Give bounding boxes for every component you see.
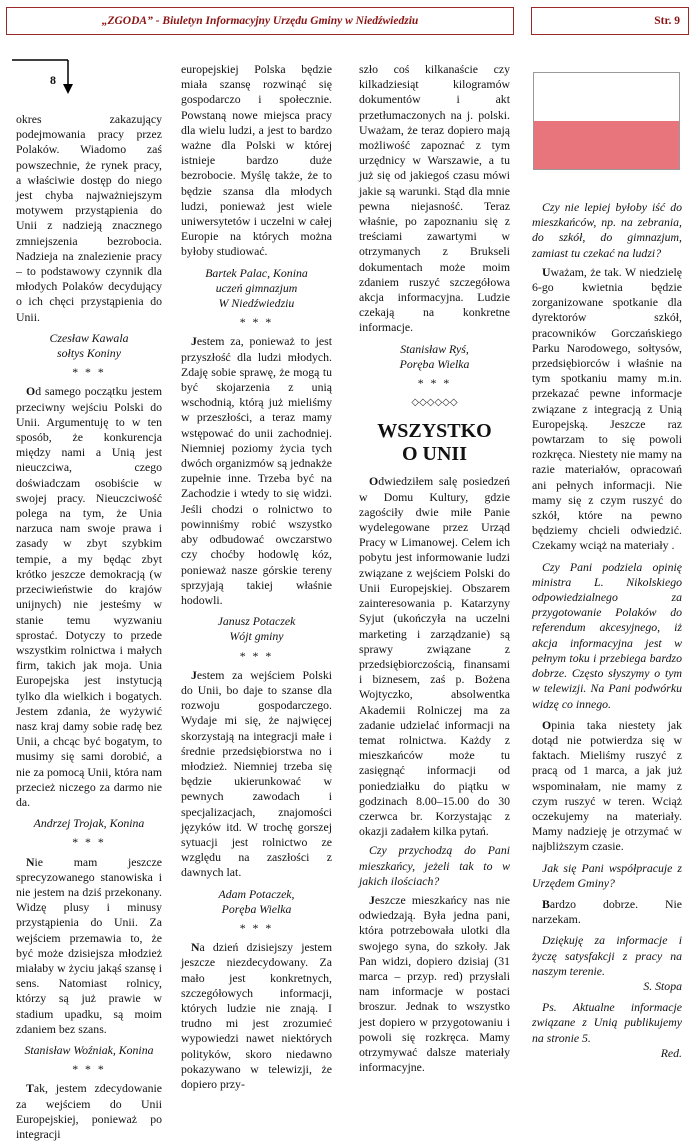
paragraph: europejskiej Polska będzie miała szansę rozwinąć się gospodarczo i społecznie. Powstaną nowe miejsca pracy dla wielu ludzi, a jest to bardzo ważne dla Polski w której istnieje bardzo duże bezrobocie. Myślę także, że to będzie szansa dla młodych ludzi, ponieważ jest wiele uniwersytetów i uczelni w całej Europie na których można byłoby studiować.	[181, 62, 332, 259]
separator-stars: * * *	[239, 648, 274, 663]
paragraph: szło coś kilkanaście czy kilkadziesiąt kilogramów dokumentów i akt przetłumaczonych na j. polski. Uważam, że teraz dopiero mają możliwość zapoznać z tym urzędnicy w Warszawie, a tu już się od jakiegoś czasu mówi jakie są warunki. Stąd dla mnie pewna niejasność. Teraz właśnie, po zapoznaniu się z treściami zawartymi w otrzymanych z Brukseli dokumentach może moim zdaniem ruszyć szczegółowa akcja informacyjna. Ludzie czekają na konkretne informacje.	[359, 62, 510, 335]
arrow-icon	[12, 54, 72, 104]
signature	[181, 887, 332, 917]
signature-name: Janusz Potaczek	[217, 614, 296, 629]
paragraph	[359, 474, 510, 839]
signature-name: Bartek Palac, Konina	[205, 265, 308, 280]
paragraph: okres zakazujący podejmowania pracy przez Polaków. Wiadomo zaś powszechnie, że rynek pracy, a właściwie dostęp do niego jest chyba najważniejszym motywem przystąpienia do Unii z nadzieją znacznego zmniejszenia bezrobocia. Nadzieja na znalezienie pracy – to podstawowy czynnik dla młodych Polaków decydujący o ich chęci przystąpienia do Unii.	[16, 112, 162, 324]
paragraph-text: ardzo dobrze. Nie narzekam.	[532, 896, 682, 927]
signature: Andrzej Trojak, Konina	[33, 816, 145, 831]
separator-stars: * * *	[72, 1062, 106, 1077]
signature-role: uczeń gimnazjum	[215, 280, 298, 295]
paragraph	[16, 1081, 162, 1142]
initial-letter: N	[26, 854, 35, 869]
header-title: „ZGODA” - Biuletyn Informacyjny Urzędu Gminy w Niedźwiedziu	[101, 15, 419, 27]
paragraph-text: eszcze mieszkańcy nas nie odwiedzają. Była jedna pani, która potrzebowała ulotki dla swojego syna, do szkoły. Jak Pan widzi, dopiero dzisiaj (31 marca – przyp. red) przysłali nam informacje w postaci broszur. Jednak to wszystko jest dopiero w przygotowaniu i powoli się rozkręca. Mamy otrzymywać dalsze materiały informacyjne.	[359, 892, 510, 1075]
initial-letter: J	[191, 667, 197, 682]
initial-letter: O	[542, 717, 552, 732]
paragraph-text: dwiedziłem salę posiedzeń w Domu Kultury, gdzie zagościły dwie miłe Panie wydelegowane przez Urząd Pracy w Limanowej. Celem ich pobytu jest informowanie ludzi związane z wejściem Polski do Unii Europejskiej. Obszarem zainteresowania p. Katarzyny Syjut (ukończyła na uczelni marketing i zarządzanie) są sprawy związane z przedsiębiorczością, finansami i biznesem, zaś p. Bożena Wojtyczko, absolwentka Akademii Rolniczej ma za zadanie udzielać informacji na temat rolnictwa. Każdy z mieszkańców może tu zasięgnąć informacji od poniedziałku do piątku w godzinach 8.00–15.00 do 30 czerwca br. Korzystając z okazji zadałem kilka pytań.	[359, 474, 510, 839]
column-1	[16, 112, 162, 1141]
initial-letter: B	[542, 896, 550, 911]
interview-question: Czy nie lepiej byłoby iść do mieszkańców, np. na zebrania, do szkół, do gimnazjum, zamiast tu czekać na ludzi?	[532, 200, 682, 260]
paragraph-text: pinia taka niestety jak dotąd nie potwierdza się w faktach. Mieliśmy ruszyć z pracą od 1 marca, a jak już wspominałam, nie mamy z czym ruszyć w teren. Wciąż oczekujemy na materiały. Mamy nadzieję je otrzymać w najbliższym czasie.	[532, 717, 682, 854]
signature-name: Stanisław Ryś,	[400, 341, 469, 356]
interview-question: Czy przychodzą do Pani mieszkańcy, jeżeli tak to w jakich ilościach?	[359, 843, 510, 888]
signature	[181, 266, 332, 312]
ps-note: Ps. Aktualne informacje związane z Unią publikujemy na stronie 5.	[532, 1000, 682, 1045]
signature-role: sołtys Koniny	[57, 346, 121, 361]
signature-role: Poręba Wielka	[399, 356, 470, 371]
signature-place: W Niedźwiedziu	[218, 296, 295, 311]
paragraph	[359, 893, 510, 1075]
paragraph-text: estem za, ponieważ to jest przyszłość dla ludzi młodych. Zdaję sobie sprawę, że mogą tu być skojarzenia z unią wschodnią, którą już mieliśmy w przeszłości, a teraz mamy wstępować do unii zachodniej. Niemniej poziomy życia tych dwóch organizmów są jednakże zupełnie inne. Trzeba być na Zachodzie i wtedy to się widzi. Jeśli chodzi o rolnictwo to powinniśmy robić wszystko aby odbudować owczarstwo czy choćby hodowlę kóz, ponieważ nasze górskie tereny sprzyjają takiej właśnie hodowli.	[181, 334, 332, 607]
ps-signature: Red.	[660, 1045, 682, 1060]
signature	[181, 614, 332, 644]
separator-stars: * * *	[72, 365, 106, 380]
separator-stars: * * *	[239, 315, 274, 330]
article-heading-line2: O UNII	[401, 443, 467, 466]
paragraph	[16, 855, 162, 1037]
header-page-number: Str. 9	[654, 15, 680, 27]
diamond-ornament: ◇◇◇◇◇◇	[411, 397, 458, 409]
paragraph	[181, 668, 332, 881]
paragraph	[532, 897, 682, 927]
signature	[16, 331, 162, 361]
flag-red-stripe	[534, 121, 679, 169]
interview-question: Czy Pani podziela opinię ministra L. Nikolskiego odpowiedzialnego za przygotowanie Polaków do referendum akcesyjnego, iż akcja informacyjna jest w pełnym toku i przebiega bardzo dobrze. Często słyszymy o tym w telewizji. Na Pani podwórku widzę co innego.	[532, 559, 682, 711]
initial-letter: U	[542, 264, 551, 279]
paragraph-text: ie mam jeszcze sprecyzowanego stanowiska i nie jestem na dziś przekonany. Widzę plusy i minusy przystąpienia do Unii. Za wejściem przemawia to, że być może dzisiejsza młodzież miałaby w życiu jakąś szansę i sens. Natomiast rolnicy, którzy są już prawie w stadium upadku, są moim zdaniem bez szans.	[16, 854, 162, 1036]
signature-role: Wójt gminy	[229, 629, 284, 644]
initial-letter: O	[26, 384, 36, 399]
continued-page-number: 8	[50, 73, 56, 87]
paragraph	[181, 940, 332, 1092]
paragraph-text: ak, jestem zdecydowanie za wejściem do Unii Europejskiej, ponieważ po integracji	[16, 1081, 162, 1141]
paragraph	[16, 384, 162, 810]
initial-letter: T	[26, 1081, 34, 1096]
separator-stars: * * *	[72, 835, 106, 850]
signature-name: Czesław Kawala	[49, 330, 129, 345]
polish-flag-image	[533, 72, 680, 170]
interview-question: Jak się Pani współpracuje z Urzędem Gminy?	[532, 860, 682, 890]
thanks-note: Dziękuję za informacje i życzę satysfakcji z pracy na naszym terenie.	[532, 933, 682, 978]
paragraph-text: ważam, że tak. W niedzielę 6-go kwietnia będzie zorganizowane spotkanie dla dyrektorów szkół, pracowników Gorczańskiego Parku Narodowego, sołtysów, przedsiębiorców i właśnie na tym spotkaniu mamy m.in. przekazać pewne informacje związane z integracją z Unią Europejską. Jeszcze raz powtarzam to się powoli rozkręca. Niestety nie mamy na razie materiałów, opracowań ani pełnych informacji. Nie mamy się z czym ruszyć do szkół, które na pewno będziemy chcieli odwiedzić. Czekamy wciąż na materiały .	[532, 264, 682, 553]
paragraph	[181, 334, 332, 608]
signature-role: Poręba Wielka	[221, 901, 292, 916]
paragraph	[532, 265, 682, 554]
header-title-box	[6, 7, 514, 35]
initial-letter: N	[191, 940, 200, 955]
article-heading	[359, 420, 510, 466]
column-4	[532, 200, 682, 1060]
paragraph-text: a dzień dzisiejszy jestem jeszcze niezdecydowany. Za mało jest konkretnych, szczegółowych informacji, których ludzie nie znają. I trudno mi jest zrozumieć wypowiedzi nawet niektórych polityków, skoro niedawno pokazywano w telewizji, że dopiero przy-	[181, 940, 332, 1091]
column-3	[359, 62, 510, 1075]
article-heading-line1: WSZYSTKO	[377, 420, 492, 443]
signature: Stanisław Woźniak, Konina	[24, 1042, 154, 1057]
signature-name: Adam Potaczek,	[218, 886, 295, 901]
flag-white-stripe	[534, 73, 679, 121]
signature	[359, 342, 510, 372]
separator-stars: * * *	[239, 920, 274, 935]
initial-letter: O	[369, 474, 379, 489]
paragraph-text: d samego początku jestem przeciwny wejściu Polski do Unii. Argumentuję to w ten sposób, że konkurencja między nami a Unią jest nieuczciwa, czego doświadczam osobiście w swojej pracy. Nieuczciwość polega na tym, że Unia narzuca nam swoje prawa i zasady w zbyt szybkim tempie, a my będąc zbyt krótko jeszcze demokracją (w przeciwieństwie do krajów unijnych) nie jesteśmy w stanie temu wyzwaniu sprostać. Dotyczy to przede wszystkim rolnictwa i małych firm, takich jak moja. Unia Europejska jest instytucją tylko dla wielkich i bogatych. Jestem zdania, że wyżywić nasz kraj damy sobie radę bez Unii, a chcąc być bogatym, to musimy się sami dorobić, a nie za pomocą Unii, która nam przecież niczego za darmo nie da.	[16, 384, 162, 809]
paragraph	[532, 718, 682, 855]
column-2	[181, 62, 332, 1091]
thanks-signature: S. Stopa	[643, 978, 682, 993]
initial-letter: J	[369, 892, 375, 907]
initial-letter: J	[191, 334, 197, 349]
separator-stars: * * *	[417, 376, 452, 391]
header-page-box	[531, 7, 689, 35]
paragraph-text: estem za wejściem Polski do Unii, bo daje to szanse dla rozwoju gospodarczego. Wydaje mi się, że najwięcej skorzystają na integracji małe i średnie przedsiębiorstwa no i młodzież. Niemniej trzeba się będzie ukierunkować w pewnych zawodach i specjalizacjach, znajomości języków itd. W trochę gorszej sytuacji jest rolnictwo ze względu na zaszłości z dawnych lat.	[181, 667, 332, 880]
